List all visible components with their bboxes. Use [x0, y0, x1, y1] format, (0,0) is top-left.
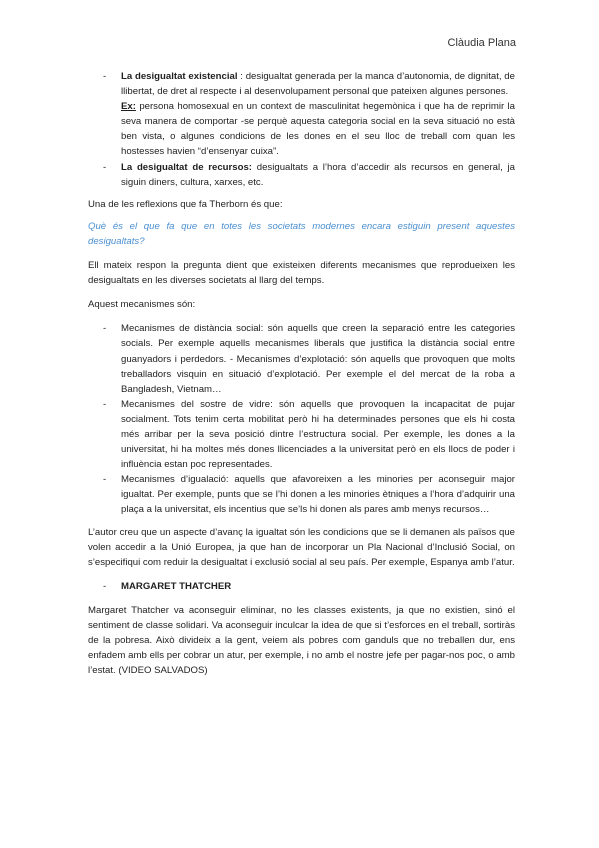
list-item: - Mecanismes d’igualació: aquells que afavoreixen a les minories per aconseguir major igualtat. Per exemple, punts que se l’hi donen a les minories ètniques a l’hora d’adquirir una plaça a la universitat, els incentius que se’ls hi donen als pares amb menys recursos…: [88, 472, 515, 517]
resource-inequality-paragraph: [121, 160, 515, 190]
resource-inequality-text: desigualtats a l’hora d’accedir als recursos en general, ja siguin diners, cultura, xarxes, etc.: [121, 161, 515, 188]
therborn-reflexion: Una de les reflexions que fa Therborn és que:: [88, 198, 283, 210]
existential-inequality-text: : desigualtat generada per la manca d’autonomia, de dignitat, de llibertat, de dret al respecte i al desenvolupament personal que pateixen algunes persones.: [121, 71, 515, 98]
list-item: [88, 69, 515, 160]
mechanisms-list: [88, 321, 515, 517]
answer-paragraph: Ell mateix respon la pregunta dient que existeixen diferents mecanismes que reprodueixen les desigualtats en les diverses societats al llarg del temps.: [88, 260, 515, 287]
mechanisms-intro: Aquest mecanismes són:: [88, 299, 196, 311]
conclusion-paragraph: L’autor creu que un aspecte d’avanç la igualtat són les condicions que se li demanen als països que volen accedir a la Unió Europea, ja que han de incorporar un Pla Nacional d’Inclusió Social, on s’especifiqui com reduir la desigualtat i exclusió social al seu país. Per exemple, Espanya amb l’atur.: [88, 526, 515, 568]
list-item: [88, 579, 515, 594]
example-text: persona homosexual en un context de masculinitat hegemònica i que ha de reprimir la seva manera de comportar -se perquè aquesta categoria social en la seva situació no està ben vista, o algunes condicions de les dones en el seu lloc de treball com quan les hostesses havien “d’ensenyar cuixa”.: [121, 101, 515, 158]
existential-inequality-paragraph: [121, 69, 515, 99]
example-paragraph: [121, 99, 515, 159]
inequality-types-list: [88, 69, 515, 190]
author-name: Clàudia Plana: [447, 37, 516, 49]
list-item: - Mecanismes de distància social: són aquells que creen la separació entre les categories socials. Per exemple aquells mecanismes liberals que justifica la distància social entre guanyadors i perdedors. - Mecanismes d’explotació: són aquells que provoquen que molts treballadors visquin en situació d’explotació. Per exemple el del mercat de la roba a Bangladesh, Vietnam…: [88, 321, 515, 396]
thatcher-heading: MARGARET THATCHER: [121, 580, 232, 592]
existential-inequality-title: La desigualtat existencial: [121, 71, 238, 82]
list-item: [88, 160, 515, 190]
question-paragraph: Què és el que fa que en totes les societats modernes encara estiguin present aquestes desigualtats?: [88, 220, 515, 247]
thatcher-heading-list: [88, 579, 515, 594]
example-label: Ex:: [121, 101, 136, 113]
page-content: [88, 69, 515, 678]
list-item: - Mecanismes del sostre de vidre: són aquells que provoquen la incapacitat de pujar socialment. Tots tenim certa mobilitat però hi ha determinades persones que els hi costa més arribar per la seva posició dintre l’estructura social. Per exemple, les dones a la universitat, hi ha moltes més dones llicenciades a la universitat però en els llocs de poder i influència estan poc representades.: [88, 397, 515, 472]
thatcher-paragraph: Margaret Thatcher va aconseguir eliminar, no les classes existents, ja que no existien, sinó el sentiment de classe solidari. Va aconseguir inculcar la idea de que si t’esforces en el treball, sortiràs de la pobresa. Això divideix a la gent, veiem als pobres com ganduls que no treballen dur, ens enfadem amb ells per cobrar un atur, per exemple, i no amb el nostre jefe per pagar-nos poc, o amb l’estat. (VIDEO SALVADOS): [88, 604, 515, 677]
resource-inequality-title: La desigualtat de recursos:: [121, 161, 253, 173]
